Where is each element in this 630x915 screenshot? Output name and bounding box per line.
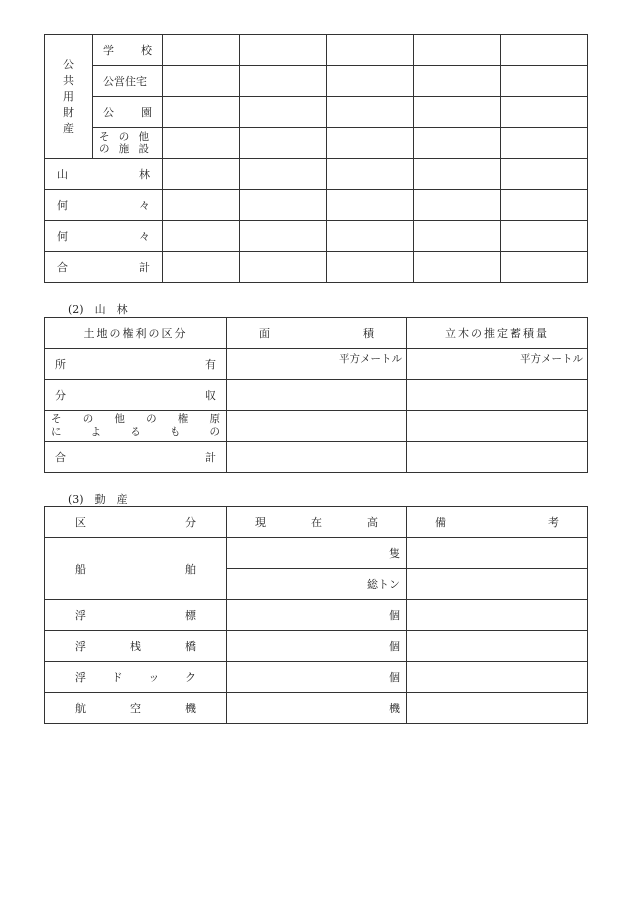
row-label-public-housing: 公営住宅: [93, 66, 163, 97]
cell[interactable]: [407, 380, 588, 411]
table-row: [45, 128, 588, 159]
cell[interactable]: [501, 252, 588, 283]
cell[interactable]: [163, 97, 240, 128]
cell[interactable]: [327, 159, 414, 190]
table-row: [45, 97, 588, 128]
table-row: [45, 159, 588, 190]
cell[interactable]: [407, 569, 588, 600]
cell[interactable]: [327, 97, 414, 128]
row-label-total: 合 計: [45, 252, 163, 283]
table-row: [45, 35, 588, 66]
cell[interactable]: [414, 97, 501, 128]
cell[interactable]: [163, 35, 240, 66]
pier-unit[interactable]: 個: [227, 631, 407, 662]
table-row: [45, 600, 588, 631]
cell[interactable]: [240, 221, 327, 252]
row-label-school: 学 校: [93, 35, 163, 66]
header-land-right: 土地の権利の区分: [45, 318, 227, 349]
dock-unit[interactable]: 個: [227, 662, 407, 693]
row-label-share: 分 収: [45, 380, 227, 411]
table-row: [45, 411, 588, 442]
cell[interactable]: [240, 66, 327, 97]
row-label-floating-dock: 浮 ド ッ ク: [45, 662, 227, 693]
table-row: [45, 380, 588, 411]
cell[interactable]: [327, 190, 414, 221]
row-label-other-rights: そ の 他 の 権 原 に よ る も の: [45, 411, 227, 442]
section-title-movables: (3) 動 産: [68, 493, 128, 506]
cell[interactable]: [327, 128, 414, 159]
cell[interactable]: [414, 252, 501, 283]
cell[interactable]: [501, 66, 588, 97]
cell[interactable]: [414, 190, 501, 221]
cell[interactable]: [407, 662, 588, 693]
cell[interactable]: [501, 190, 588, 221]
cell[interactable]: [227, 442, 407, 473]
row-label-nanika-1: 何 々: [45, 190, 163, 221]
cell[interactable]: [240, 128, 327, 159]
table-row: [45, 442, 588, 473]
table-header-row: [45, 507, 588, 538]
cell[interactable]: [163, 159, 240, 190]
buoy-unit[interactable]: 個: [227, 600, 407, 631]
table-row: [45, 221, 588, 252]
cell[interactable]: [407, 442, 588, 473]
cell[interactable]: [327, 35, 414, 66]
cell[interactable]: [407, 693, 588, 724]
table-row: [45, 662, 588, 693]
header-remarks: 備 考: [407, 507, 588, 538]
cell[interactable]: [414, 35, 501, 66]
timber-unit[interactable]: 平方メートル: [407, 349, 588, 380]
section-title-forest: (2) 山 林: [68, 303, 128, 316]
table-row: [45, 252, 588, 283]
public-property-group-label: 公 共 用 財 産: [45, 35, 93, 159]
table-row: [45, 693, 588, 724]
table-row: [45, 349, 588, 380]
cell[interactable]: [407, 411, 588, 442]
cell[interactable]: [414, 66, 501, 97]
cell[interactable]: [227, 411, 407, 442]
table-row: [45, 538, 588, 569]
cell[interactable]: [327, 221, 414, 252]
cell[interactable]: [414, 159, 501, 190]
cell[interactable]: [163, 190, 240, 221]
row-label-owned: 所 有: [45, 349, 227, 380]
table-row: [45, 631, 588, 662]
cell[interactable]: [240, 97, 327, 128]
row-label-other-facilities: そ の 他 の 施 設: [93, 128, 163, 159]
row-label-ship: 船 舶: [45, 538, 227, 600]
row-label-floating-pier: 浮 桟 橋: [45, 631, 227, 662]
row-label-total: 合 計: [45, 442, 227, 473]
table-row: [45, 66, 588, 97]
header-timber-volume: 立木の推定蓄積量: [407, 318, 588, 349]
public-property-table: [44, 34, 588, 283]
cell[interactable]: [240, 159, 327, 190]
area-unit[interactable]: 平方メートル: [227, 349, 407, 380]
cell[interactable]: [501, 221, 588, 252]
cell[interactable]: [501, 35, 588, 66]
cell[interactable]: [240, 252, 327, 283]
row-label-nanika-2: 何 々: [45, 221, 163, 252]
forest-table: [44, 317, 588, 473]
table-header-row: [45, 318, 588, 349]
movables-table: [44, 506, 588, 724]
row-label-buoy: 浮 標: [45, 600, 227, 631]
cell[interactable]: [501, 97, 588, 128]
cell[interactable]: [501, 128, 588, 159]
cell[interactable]: [163, 66, 240, 97]
ship-tonnage-unit[interactable]: 総トン: [227, 569, 407, 600]
ship-count-unit[interactable]: 隻: [227, 538, 407, 569]
aircraft-unit[interactable]: 機: [227, 693, 407, 724]
cell[interactable]: [414, 221, 501, 252]
cell[interactable]: [163, 252, 240, 283]
cell[interactable]: [240, 190, 327, 221]
row-label-forest: 山 林: [45, 159, 163, 190]
row-label-park: 公 園: [93, 97, 163, 128]
cell[interactable]: [227, 380, 407, 411]
cell[interactable]: [414, 128, 501, 159]
row-label-aircraft: 航 空 機: [45, 693, 227, 724]
cell[interactable]: [327, 252, 414, 283]
cell[interactable]: [240, 35, 327, 66]
cell[interactable]: [327, 66, 414, 97]
header-area: 面 積: [227, 318, 407, 349]
cell[interactable]: [407, 631, 588, 662]
table-row: [45, 190, 588, 221]
cell[interactable]: [163, 221, 240, 252]
header-category: 区 分: [45, 507, 227, 538]
header-current-amount: 現 在 高: [227, 507, 407, 538]
cell[interactable]: [163, 128, 240, 159]
cell[interactable]: [501, 159, 588, 190]
cell[interactable]: [407, 600, 588, 631]
cell[interactable]: [407, 538, 588, 569]
